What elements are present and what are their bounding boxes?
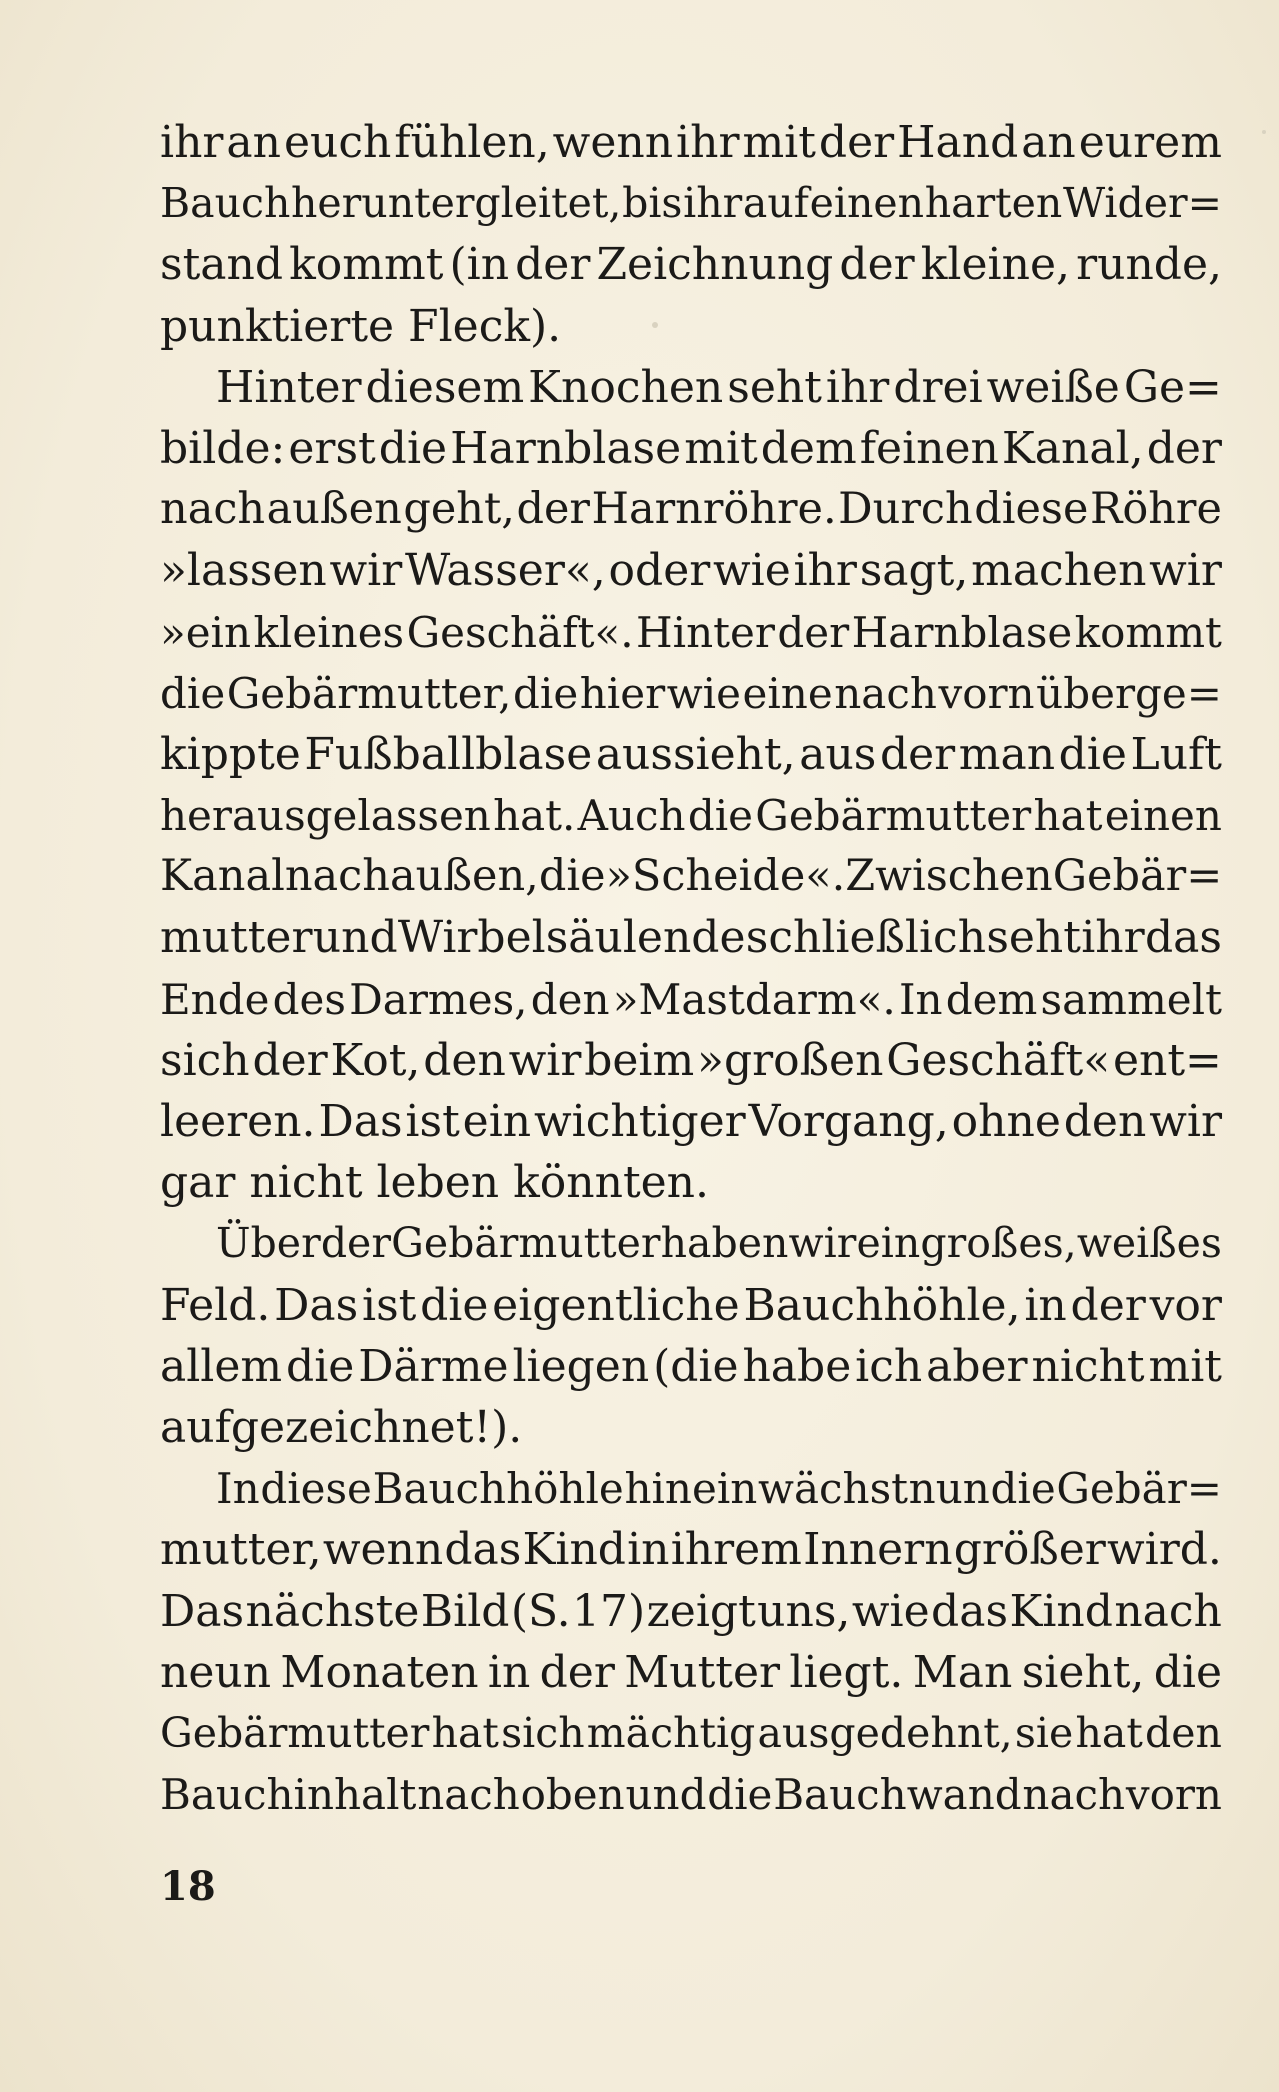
word: mit xyxy=(684,422,758,474)
word: nach xyxy=(1022,1770,1126,1820)
word: ihrem xyxy=(670,1524,802,1576)
word: den xyxy=(530,974,610,1024)
word: Man xyxy=(912,1646,1013,1698)
word: sieht, xyxy=(1021,1646,1145,1698)
word: ein xyxy=(462,1096,532,1147)
word: kommt xyxy=(289,239,444,291)
word: Feld. xyxy=(160,1279,271,1331)
word: diese xyxy=(260,1464,372,1514)
word: kippte xyxy=(160,728,301,780)
word: Bauch xyxy=(160,179,291,228)
text-line xyxy=(160,1397,1222,1458)
text-line xyxy=(160,1764,1222,1825)
word: mächtig xyxy=(586,1708,756,1757)
word: fühlen, xyxy=(394,117,550,168)
text-line xyxy=(160,1213,1222,1274)
word: der xyxy=(1070,1279,1146,1331)
word: der xyxy=(879,728,956,780)
word: wie xyxy=(713,545,791,597)
word: nach xyxy=(284,851,390,902)
word: der xyxy=(777,607,850,657)
word: Bauchwand xyxy=(773,1770,1022,1820)
word: wächst xyxy=(758,1464,908,1514)
word: vor xyxy=(1149,1279,1222,1331)
text-line xyxy=(160,1091,1222,1152)
text-line xyxy=(160,479,1222,540)
word: heruntergleitet, xyxy=(291,179,622,228)
word: in xyxy=(487,1646,531,1698)
word: großes, xyxy=(920,1219,1077,1268)
word: Bauchhöhle, xyxy=(743,1279,1021,1331)
word: der xyxy=(516,484,590,535)
page-number: 18 xyxy=(160,1863,216,1910)
word: schließlich xyxy=(745,912,987,964)
word: Knochen xyxy=(528,361,724,413)
word: kommt xyxy=(1074,607,1222,657)
word: beim xyxy=(584,1034,695,1086)
word: habe xyxy=(742,1340,852,1392)
text-line xyxy=(160,907,1222,968)
word: den xyxy=(423,1034,506,1086)
word: ihr xyxy=(683,179,743,228)
word: wir xyxy=(1149,1096,1222,1147)
text-line xyxy=(160,1336,1222,1397)
word: die xyxy=(286,1340,355,1392)
word: weiße xyxy=(986,361,1120,413)
word: nach xyxy=(160,484,266,535)
word: ihr xyxy=(1081,912,1145,964)
word: Gebärmutter xyxy=(755,791,1032,841)
word: die xyxy=(420,1279,489,1331)
text-line xyxy=(160,1458,1222,1519)
word: Kanal, xyxy=(1001,422,1144,474)
word: wie xyxy=(851,1585,930,1637)
word: seht xyxy=(727,361,822,413)
word: außen xyxy=(266,484,402,535)
word: Wirbelsäulende xyxy=(397,912,746,964)
word: weißes xyxy=(1076,1219,1222,1268)
word: ihr xyxy=(160,117,224,168)
word: nach xyxy=(417,1770,520,1820)
body-text xyxy=(160,112,1222,1825)
word: nicht xyxy=(1031,1340,1145,1392)
word: ent= xyxy=(1112,1034,1222,1086)
word: vorn xyxy=(1125,1770,1222,1820)
text-line xyxy=(160,785,1222,846)
word: Zwischen xyxy=(845,851,1053,902)
word: euch xyxy=(283,117,392,168)
word: die xyxy=(538,851,606,902)
word: und xyxy=(625,1770,707,1820)
word: hat xyxy=(1075,1708,1143,1757)
word: an xyxy=(1021,117,1076,168)
word: feinen xyxy=(859,422,999,474)
word: mutter xyxy=(160,912,313,964)
word: runde, xyxy=(1076,239,1222,291)
word: ihr xyxy=(676,117,740,168)
word: Gebär= xyxy=(1056,1464,1222,1514)
word: oder xyxy=(608,545,711,597)
word: Fleck). xyxy=(408,300,562,352)
word: In xyxy=(898,974,943,1024)
word: hier xyxy=(579,668,666,718)
word: Gebärmutter xyxy=(391,1219,661,1268)
word: »ein xyxy=(160,607,252,657)
word: Hand xyxy=(897,117,1019,168)
word: »Mastdarm«. xyxy=(612,974,896,1024)
word: allem xyxy=(160,1340,283,1392)
word: Harnblase xyxy=(450,422,682,474)
word: ein xyxy=(856,1219,921,1268)
word: stand xyxy=(160,239,283,291)
word: leben xyxy=(376,1157,514,1209)
word: herausgelassen xyxy=(160,791,491,841)
word: geht, xyxy=(403,484,515,535)
word: Durch xyxy=(838,484,973,535)
word: Röhre xyxy=(1089,484,1222,535)
text-line xyxy=(160,602,1222,663)
word: Harnröhre. xyxy=(591,484,837,535)
word: Därme xyxy=(358,1340,509,1392)
word: Zeichnung xyxy=(596,239,834,291)
word: ausgedehnt, xyxy=(757,1708,1013,1757)
word: neun xyxy=(160,1646,272,1698)
word: zeigt xyxy=(646,1585,756,1637)
word: Ge= xyxy=(1123,361,1222,413)
word: ihr xyxy=(825,361,890,413)
word: die xyxy=(990,1464,1056,1514)
word: aussieht, xyxy=(595,728,796,780)
word: wie xyxy=(666,668,741,718)
word: ist xyxy=(405,1096,460,1147)
word: ich xyxy=(855,1340,923,1392)
word: punktierte xyxy=(160,300,409,352)
word: der xyxy=(839,239,915,291)
word: »lassen xyxy=(160,545,327,597)
word: bilde: xyxy=(160,422,286,474)
word: drei xyxy=(893,361,983,413)
word: sammelt xyxy=(1040,974,1222,1024)
word: wenn xyxy=(322,1524,444,1576)
word: Bauchinhalt xyxy=(160,1770,417,1820)
word: wenn xyxy=(552,117,674,168)
word: Monaten xyxy=(280,1646,479,1698)
word: leeren. xyxy=(160,1096,316,1147)
word: Innern xyxy=(803,1524,953,1576)
word: einen xyxy=(1104,791,1222,841)
word: die xyxy=(513,668,579,718)
word: (in xyxy=(449,239,510,291)
word: das xyxy=(1144,912,1222,964)
word: nächste xyxy=(245,1585,420,1637)
word: die xyxy=(1058,728,1127,780)
word: sich xyxy=(160,1034,250,1086)
word: die xyxy=(687,791,754,841)
word: Das xyxy=(274,1279,359,1331)
word: eurem xyxy=(1078,117,1222,168)
word: in xyxy=(627,1524,670,1576)
word: der xyxy=(515,239,591,291)
word: der xyxy=(1146,422,1222,474)
word: ihr xyxy=(793,545,857,597)
text-line xyxy=(160,112,1222,173)
word: die xyxy=(378,422,448,474)
text-line xyxy=(160,846,1222,907)
word: Das xyxy=(160,1585,245,1637)
text-line xyxy=(160,418,1222,479)
word: sich xyxy=(501,1708,585,1757)
word: wir xyxy=(329,545,403,597)
word: nach xyxy=(1114,1585,1222,1637)
word: liegt. xyxy=(789,1646,904,1698)
word: wir xyxy=(508,1034,582,1086)
word: machen xyxy=(971,545,1147,597)
word: hat. xyxy=(493,791,576,841)
word: hat xyxy=(1033,791,1103,841)
text-line xyxy=(160,1275,1222,1336)
word: 17) xyxy=(572,1585,646,1637)
word: liegen xyxy=(512,1340,650,1392)
word: Mutter xyxy=(624,1646,781,1698)
word: mit xyxy=(742,117,816,168)
word: Gebärmutter xyxy=(160,1708,430,1757)
word: Geschäft«. xyxy=(406,607,634,657)
word: Darmes, xyxy=(349,974,528,1024)
word: seht xyxy=(986,912,1081,964)
word: den xyxy=(1063,1096,1147,1147)
word: der xyxy=(818,117,895,168)
word: Kanal xyxy=(160,851,285,902)
word: Kot, xyxy=(330,1034,421,1086)
word: Vorgang, xyxy=(748,1096,949,1147)
word: der xyxy=(252,1034,328,1086)
word: Harnblase xyxy=(851,607,1073,657)
word: eine xyxy=(742,668,833,718)
word: Gebärmutter, xyxy=(226,668,512,718)
word: des xyxy=(272,974,346,1024)
word: die xyxy=(707,1770,773,1820)
word: nicht xyxy=(249,1157,377,1209)
word: und xyxy=(312,912,398,964)
word: einen xyxy=(809,179,925,228)
word: dem xyxy=(760,422,857,474)
word: (S. xyxy=(510,1585,571,1637)
word: Ende xyxy=(160,974,270,1024)
word: kleines xyxy=(253,607,405,657)
word: Gebär= xyxy=(1052,851,1223,902)
word: der xyxy=(539,1646,615,1698)
word: überge= xyxy=(1036,668,1222,718)
word: das xyxy=(931,1585,1009,1637)
word: die xyxy=(1153,1646,1222,1698)
word: ist xyxy=(362,1279,417,1331)
word: diesem xyxy=(365,361,525,413)
word: an xyxy=(226,117,281,168)
word: erst xyxy=(288,422,376,474)
text-line xyxy=(160,1703,1222,1764)
text-line xyxy=(160,969,1222,1030)
word: Hinter xyxy=(216,361,362,413)
word: mit xyxy=(1148,1340,1222,1392)
text-line xyxy=(160,357,1222,418)
text-line xyxy=(160,234,1222,295)
word: mutter, xyxy=(160,1524,322,1576)
word: der xyxy=(320,1219,391,1268)
text-line xyxy=(160,663,1222,724)
word: harten xyxy=(924,179,1063,228)
word: Das xyxy=(318,1096,403,1147)
word: diese xyxy=(974,484,1089,535)
word: vorn xyxy=(938,668,1035,718)
word: bis xyxy=(622,179,683,228)
word: Kind xyxy=(1009,1585,1113,1637)
word: »Scheide«. xyxy=(605,851,846,902)
text-line xyxy=(160,296,1222,357)
word: wichtiger xyxy=(534,1096,746,1147)
text-line xyxy=(160,1642,1222,1703)
word: wir xyxy=(1149,545,1222,597)
word: nun xyxy=(908,1464,990,1514)
text-line xyxy=(160,1581,1222,1642)
word: die xyxy=(160,668,226,718)
word: Wasser«, xyxy=(405,545,606,597)
word: das xyxy=(444,1524,522,1576)
word: sie xyxy=(1014,1708,1074,1757)
word: Geschäft« xyxy=(886,1034,1111,1086)
text-line xyxy=(160,1030,1222,1091)
word: größer xyxy=(953,1524,1106,1576)
word: Luft xyxy=(1130,728,1222,780)
word: aufgezeichnet!). xyxy=(160,1401,523,1453)
word: oben xyxy=(520,1770,625,1820)
word: Bild xyxy=(420,1585,510,1637)
text-line xyxy=(160,724,1222,785)
word: In xyxy=(216,1464,260,1514)
word: wir xyxy=(788,1219,857,1268)
word: Auch xyxy=(577,791,686,841)
word: »großen xyxy=(697,1034,884,1086)
word: in xyxy=(1024,1279,1067,1331)
word: könnten. xyxy=(513,1157,709,1209)
word: den xyxy=(1144,1708,1222,1757)
word: Fußballblase xyxy=(304,728,593,780)
word: man xyxy=(958,728,1056,780)
word: ohne xyxy=(951,1096,1061,1147)
word: haben xyxy=(660,1219,789,1268)
word: außen, xyxy=(389,851,539,902)
text-line xyxy=(160,540,1222,601)
word: Kind xyxy=(522,1524,626,1576)
word: Hinter xyxy=(636,607,775,657)
word: aber xyxy=(926,1340,1028,1392)
word: Wider= xyxy=(1062,179,1222,228)
word: eigentliche xyxy=(492,1279,740,1331)
word: Bauchhöhle xyxy=(372,1464,624,1514)
word: sagt, xyxy=(859,545,969,597)
word: gar xyxy=(160,1157,250,1209)
word: auf xyxy=(742,179,809,228)
word: aus xyxy=(799,728,877,780)
word: nach xyxy=(834,668,937,718)
word: Über xyxy=(216,1219,321,1268)
word: dem xyxy=(945,974,1038,1024)
paper-speck xyxy=(1262,130,1266,134)
word: uns, xyxy=(757,1585,851,1637)
text-line xyxy=(160,173,1222,234)
word: kleine, xyxy=(920,239,1070,291)
word: (die xyxy=(653,1340,739,1392)
word: wird. xyxy=(1107,1524,1222,1576)
text-line xyxy=(160,1519,1222,1580)
word: hinein xyxy=(624,1464,758,1514)
word: hat xyxy=(431,1708,499,1757)
text-line xyxy=(160,1152,1222,1213)
